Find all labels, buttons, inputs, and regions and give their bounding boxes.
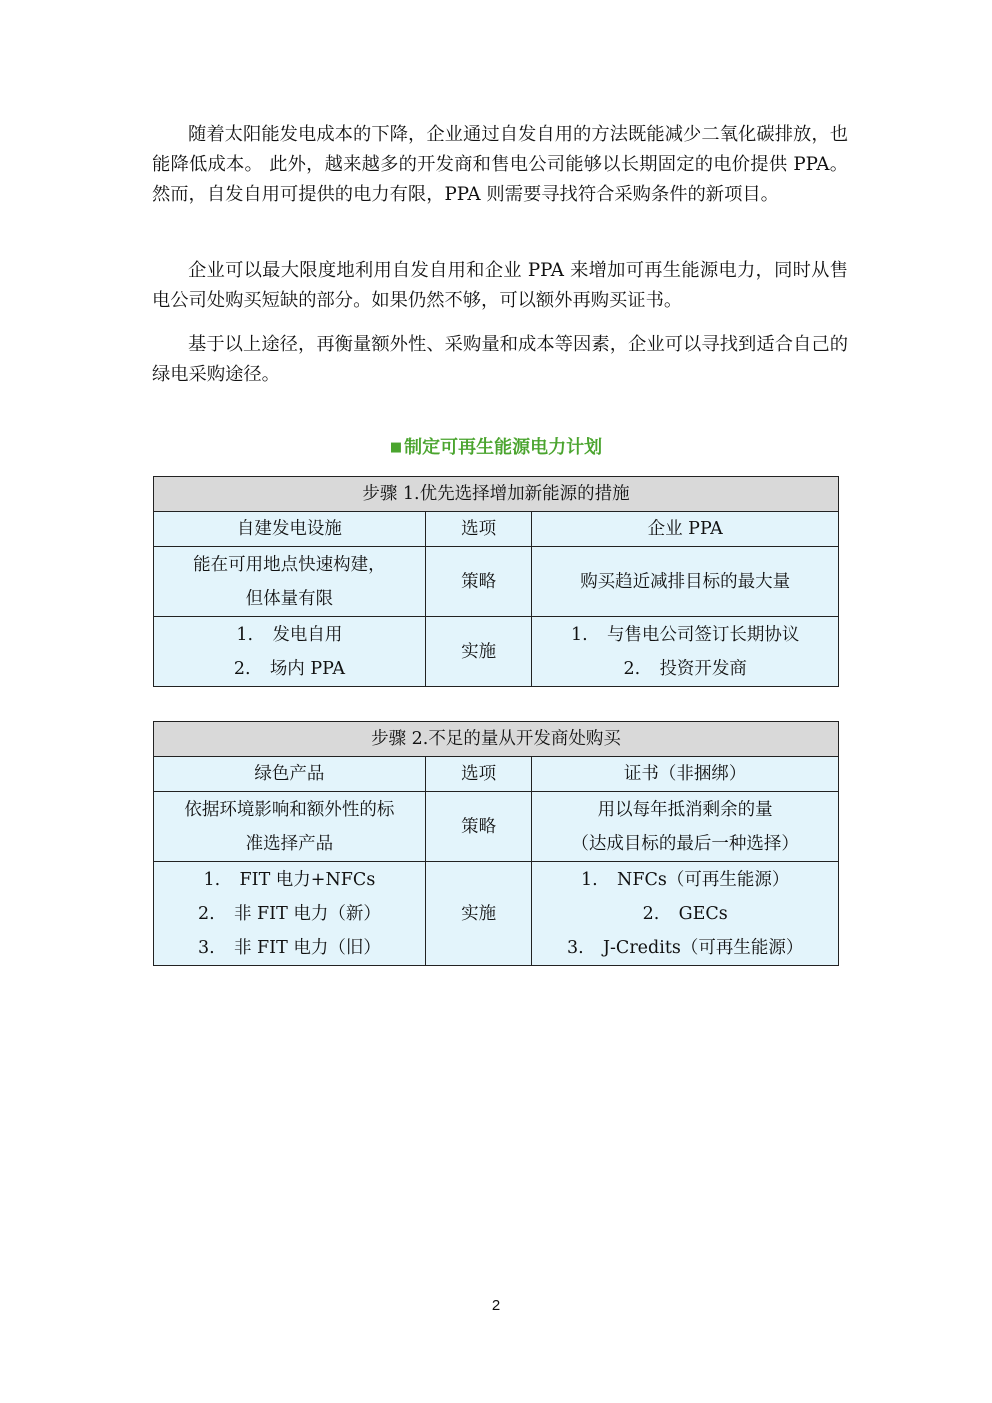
- square-bullet-icon: ■: [389, 440, 403, 455]
- list-item: 3. J-Credits（可再生能源）: [567, 937, 804, 958]
- list-item: 1. 与售电公司签订长期协议: [570, 624, 800, 645]
- list-item: 2. 非 FIT 电力（新）: [197, 903, 381, 924]
- strategy-label: 策略: [425, 547, 532, 617]
- implementation-right-cell: [532, 862, 839, 966]
- strategy-right-cell: [532, 792, 839, 862]
- table-row: [154, 722, 839, 757]
- table-row: [154, 862, 839, 966]
- strategy-left-line: 依据环境影响和额外性的标: [184, 799, 395, 820]
- list-item: 2. GECs: [642, 903, 728, 924]
- section-title-text: 制定可再生能源电力计划: [404, 437, 603, 458]
- table-row: [154, 477, 839, 512]
- table-row: [154, 617, 839, 687]
- column-header-option: 选项: [425, 512, 532, 547]
- step1-table: [153, 476, 839, 687]
- step2-table: [153, 721, 839, 966]
- list-item: 1. FIT 电力+NFCs: [203, 869, 376, 890]
- strategy-left-line: 准选择产品: [245, 833, 334, 854]
- strategy-left-cell: [154, 547, 426, 617]
- column-header-green-products: 绿色产品: [154, 757, 426, 792]
- strategy-label: 策略: [425, 792, 532, 862]
- column-header-certificates: 证书（非捆绑）: [532, 757, 839, 792]
- list-item: 1. 发电自用: [236, 624, 343, 645]
- strategy-right-line: 用以每年抵消剩余的量: [597, 799, 773, 820]
- implementation-left-cell: [154, 617, 426, 687]
- strategy-right-cell: 购买趋近减排目标的最大量: [532, 547, 839, 617]
- list-item: 3. 非 FIT 电力（旧）: [197, 937, 381, 958]
- strategy-left-line: 能在可用地点快速构建，: [193, 554, 386, 575]
- column-header-option: 选项: [425, 757, 532, 792]
- table-row: [154, 757, 839, 792]
- step2-header: 步骤 2.不足的量从开发商处购买: [154, 722, 839, 757]
- implementation-label: 实施: [425, 617, 532, 687]
- implementation-label: 实施: [425, 862, 532, 966]
- column-header-self-built: 自建发电设施: [154, 512, 426, 547]
- list-item: 1. NFCs（可再生能源）: [581, 869, 790, 890]
- list-item: 2. 场内 PPA: [233, 658, 345, 679]
- strategy-left-line: 但体量有限: [245, 588, 334, 609]
- list-item: 2. 投资开发商: [623, 658, 747, 679]
- table-row: [154, 512, 839, 547]
- section-title: [152, 433, 840, 463]
- step1-header: 步骤 1.优先选择增加新能源的措施: [154, 477, 839, 512]
- intro-paragraph-3: 基于以上途径，再衡量额外性、采购量和成本等因素，企业可以寻找到适合自己的绿电采购途径。: [152, 334, 848, 385]
- column-header-corporate-ppa: 企业 PPA: [532, 512, 839, 547]
- table-row: [154, 792, 839, 862]
- intro-paragraph-2: 企业可以最大限度地利用自发自用和企业 PPA 来增加可再生能源电力，同时从售电公司处购买短缺的部分。如果仍然不够，可以额外再购买证书。: [152, 260, 848, 311]
- table-row: [154, 547, 839, 617]
- strategy-left-cell: [154, 792, 426, 862]
- page-number: 2: [491, 1297, 501, 1314]
- strategy-right-line: （达成目标的最后一种选择）: [571, 833, 799, 854]
- implementation-right-cell: [532, 617, 839, 687]
- intro-paragraph-1: 随着太阳能发电成本的下降，企业通过自发自用的方法既能减少二氧化碳排放，也能降低成本。 此外，越来越多的开发商和售电公司能够以长期固定的电价提供 PPA。然而，自发自用可提供的电力有限，PPA 则需要寻找符合采购条件的新项目。: [152, 124, 848, 205]
- implementation-left-cell: [154, 862, 426, 966]
